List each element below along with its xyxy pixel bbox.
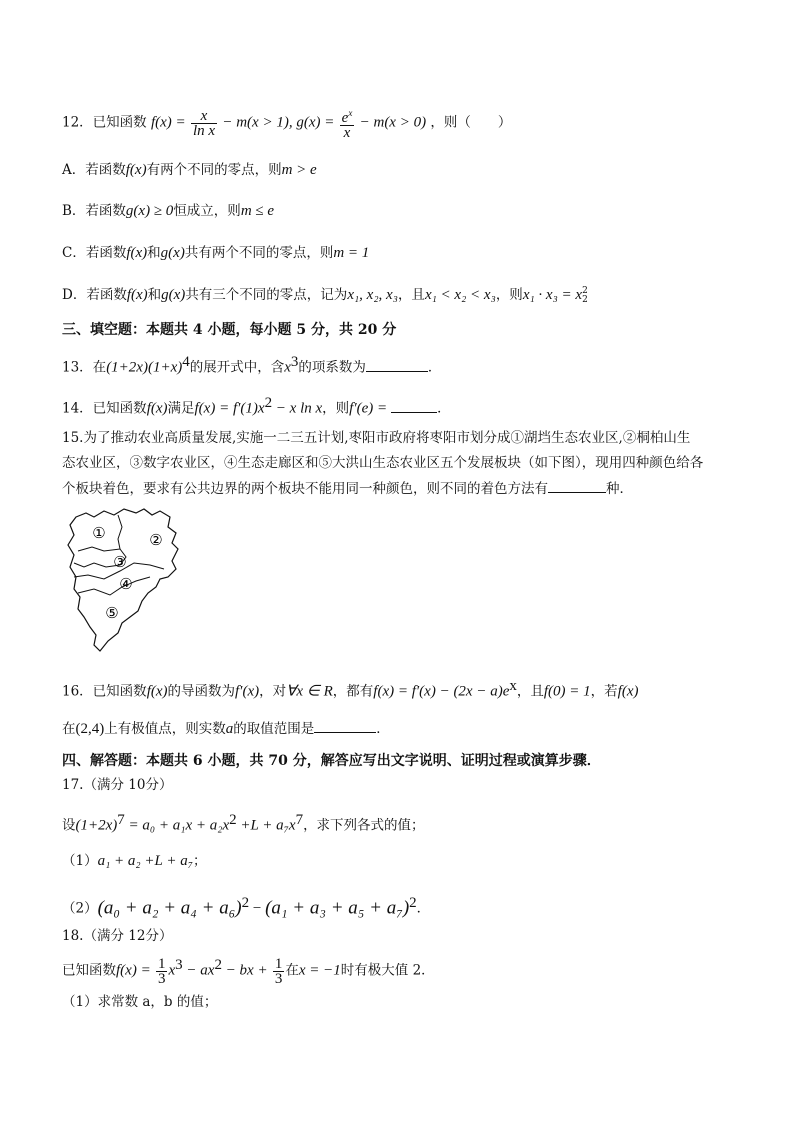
q12-opt-d-and: 和	[147, 287, 162, 303]
q14-answer-blank[interactable]	[391, 398, 437, 413]
q18-frac1-den: 3	[157, 970, 166, 987]
q16-math1: f(x)	[146, 683, 168, 700]
q17-p2-sup1: 2	[241, 895, 250, 911]
q12-option-c	[62, 243, 369, 263]
q12-opt-c-and: 和	[147, 245, 161, 261]
q17-part1	[62, 851, 206, 871]
q12-option-d	[62, 285, 588, 305]
q18-math3-sup: 2	[214, 957, 222, 973]
q17-p2-math1: (a₀ + a₂ + a₄ + a₆)	[97, 897, 242, 919]
q16-line2-end: ．	[376, 721, 390, 737]
q14-math2-sup: 2	[264, 395, 273, 411]
q12-g-denominator: x	[343, 125, 351, 141]
q12-opt-b-label: B．若函数	[62, 203, 126, 219]
q17-text2: ，求下列各式的值；	[303, 817, 425, 834]
q12-opt-d-math2: x₁ < x₂ < x₃	[424, 287, 496, 303]
q17-p2-sup2: 2	[409, 895, 417, 911]
q12-opt-c-mid: 共有两个不同的零点，则	[184, 245, 334, 261]
q14-end: ．	[437, 400, 451, 417]
q12-number: 12．已知函数	[62, 114, 147, 131]
q13-math1-sup: 4	[182, 354, 190, 370]
q17-math1b-sup: 2	[229, 812, 237, 828]
q17-p2-end: ．	[416, 900, 431, 917]
q18-frac2-num: 1	[274, 955, 283, 972]
q16-answer-blank[interactable]	[314, 718, 376, 733]
q12-opt-c-f: f(x)	[126, 245, 148, 261]
q16-line2-a: 在	[62, 721, 76, 737]
q18-head: 18.（满分 12分）	[62, 928, 173, 944]
q14-math1: f(x)	[146, 400, 168, 417]
q12-opt-c-g: g(x)	[160, 245, 185, 261]
q12-opt-b-mid: 恒成立，则	[173, 203, 241, 219]
q17-text1: 设	[62, 817, 76, 834]
q17-math1: (1+2x)	[75, 817, 118, 834]
q13-math1: (1+2x)(1+x)	[106, 359, 183, 376]
q13-text3: 的项系数为	[298, 359, 366, 376]
q12-opt-d-mid3: ，则	[495, 287, 523, 303]
map-label-2: ②	[149, 531, 163, 549]
q18-math2-sup: 3	[175, 957, 183, 973]
q12-opt-b-math1: g(x) ≥ 0	[125, 203, 174, 219]
map-label-3: ③	[113, 553, 127, 571]
q17-math1b: = a₀ + a₁x + a₂x	[124, 817, 230, 834]
q14-line	[62, 393, 451, 419]
q17-math1c-sup: 7	[295, 812, 304, 828]
q18-text1: 已知函数	[62, 962, 116, 979]
q15-answer-blank[interactable]	[548, 478, 606, 493]
q16-text2: 的导函数为	[167, 683, 236, 700]
q16-math3: ∀x ∈ R	[286, 683, 333, 700]
q16-line2-math2: a	[225, 721, 234, 737]
q16-line1	[62, 676, 638, 702]
q12-g-tail: − m(x > 0)	[359, 114, 427, 131]
q12-opt-d-math1: x₁, x₂, x₃	[347, 287, 398, 303]
q15-line3	[62, 478, 633, 499]
q14-text1: 14．已知函数	[62, 400, 147, 417]
q12-opt-d-label: D．若函数	[62, 287, 127, 303]
q12-f-tail: − m(x > 1), g(x) =	[222, 114, 335, 131]
q15-line3-text: 个板块着色，要求有公共边界的两个板块不能用同一种颜色，则不同的着色方法有	[62, 481, 548, 497]
q17-head: 17.（满分 10分）	[62, 777, 173, 793]
q12-opt-a-math: m > e	[281, 162, 317, 178]
q16-line2-b: 上有极值点，则实数	[104, 721, 226, 737]
q13-end: ．	[427, 359, 442, 376]
q18-math1: f(x) =	[116, 962, 151, 979]
q12-suffix: ，则（ ）	[430, 114, 512, 131]
q16-line2-c: 的取值范围是	[233, 721, 315, 737]
q13-math2-sup: 3	[290, 354, 299, 370]
q17-part2	[62, 893, 430, 919]
q12-f-numerator: x	[191, 109, 217, 124]
q13-answer-blank[interactable]	[366, 357, 428, 372]
q12-opt-d-f: f(x)	[126, 287, 148, 303]
q14-math2: f(x) = f′(1)x	[194, 400, 265, 417]
q12-opt-d-mid: 共有三个不同的零点，记为	[185, 287, 348, 303]
q15-line1: 15.为了推动农业高质量发展,实施一二三五计划,枣阳市政府将枣阳市划分成①湖垱生态农业区,②桐柏山生	[62, 430, 691, 446]
section-four-heading: 四、解答题：本题共 6 小题，共 70 分，解答应写出文字说明、证明过程或演算步骤．	[62, 753, 601, 769]
q18-math2: x	[168, 962, 176, 979]
q17-p2-minus: −	[249, 900, 266, 917]
q16-text3: ，对	[259, 683, 287, 700]
map-border-1-2	[118, 515, 122, 549]
q12-g-numerator	[340, 106, 355, 126]
q13-text1: 13．在	[62, 359, 107, 376]
q16-text1: 16．已知函数	[62, 683, 147, 700]
q13-line	[62, 352, 441, 378]
q18-text2: 在	[285, 962, 299, 979]
q12-f-def: f(x) =	[150, 114, 186, 131]
q18-stem	[62, 955, 435, 986]
map-label-4: ④	[119, 575, 133, 593]
q17-p1-label: （1）	[62, 853, 98, 869]
q12-opt-d-math3: x₁ · x₃ = x	[522, 287, 583, 303]
q16-math2: f′(x)	[235, 683, 260, 700]
map-border-5	[78, 577, 150, 595]
q12-g-base: e	[341, 110, 349, 126]
q12-opt-d-g: g(x)	[161, 287, 186, 303]
region-map	[64, 505, 196, 657]
q18-text3: 时有极大值 2．	[340, 962, 435, 979]
q12-g-fraction	[340, 106, 355, 140]
q14-math3: f′(e) =	[349, 400, 388, 417]
q12-opt-d-mid2: ，且	[397, 287, 425, 303]
q17-math1-sup: 7	[117, 812, 125, 828]
q18-frac1-num: 1	[157, 955, 166, 972]
q12-opt-d-sup: 2	[582, 285, 588, 296]
q16-math5: f(0) = 1	[543, 683, 591, 700]
q16-text4: ，都有	[332, 683, 374, 700]
q16-math6: f(x)	[617, 683, 639, 700]
q18-part1: （1）求常数 a，b 的值；	[62, 994, 218, 1010]
q17-p1-math: a₁ + a₂ +L + a₇	[97, 853, 193, 869]
map-label-1: ①	[92, 524, 106, 542]
q12-g-exp: x	[348, 108, 353, 118]
q12-opt-c-math: m = 1	[333, 245, 370, 261]
q13-text2: 的展开式中，含	[189, 359, 285, 376]
q16-text5: ，且	[516, 683, 544, 700]
q12-opt-a-mid: 有两个不同的零点，则	[146, 162, 282, 178]
q15-line2: 态农业区，③数字农业区，④生态走廊区和⑤大洪山生态农业区五个发展板块（如下图），现用四种颜色给各	[62, 455, 704, 471]
q17-stem	[62, 810, 425, 836]
q12-opt-c-label: C．若函数	[62, 245, 127, 261]
q16-math4: f(x) = f′(x) − (2x − a)e	[373, 683, 510, 700]
q18-frac2-den: 3	[274, 970, 283, 987]
q12-f-denominator: ln x	[192, 122, 216, 139]
q16-text6: ，若	[590, 683, 618, 700]
q12-opt-d-supsub	[582, 287, 588, 305]
q18-math4: − bx +	[221, 962, 268, 979]
q18-frac1	[156, 957, 168, 986]
q15-line3-end: 种．	[606, 481, 633, 497]
q12-stem	[62, 106, 511, 140]
q14-text2: 满足	[167, 400, 195, 417]
q16-line2	[62, 718, 390, 739]
q16-math4-sup: x	[509, 678, 517, 694]
q12-f-fraction	[191, 109, 217, 138]
q12-option-b	[62, 201, 274, 221]
q18-frac2	[273, 957, 285, 986]
section-three-heading: 三、填空题：本题共 4 小题，每小题 5 分，共 20 分	[62, 322, 397, 338]
q12-option-a	[62, 160, 317, 180]
q17-p2-label: （2）	[62, 900, 98, 917]
q18-math5: x = −1	[298, 962, 341, 979]
q14-math2b: − x ln x	[272, 400, 323, 417]
q14-text3: ，则	[322, 400, 350, 417]
q17-math1c: +L + a₇x	[236, 817, 296, 834]
q12-opt-a-label: A．若函数	[62, 162, 126, 178]
q17-p1-end: ；	[192, 853, 207, 869]
q12-opt-b-math2: m ≤ e	[240, 203, 275, 219]
q17-p2-math2: (a₁ + a₃ + a₅ + a₇)	[265, 897, 410, 919]
map-label-5: ⑤	[105, 604, 119, 622]
q13-math2: x	[284, 359, 291, 376]
q12-opt-a-f: f(x)	[125, 162, 147, 178]
q18-math3: − ax	[182, 962, 215, 979]
q12-opt-d-sub: 2	[582, 294, 588, 305]
q16-line2-math1: (2,4)	[75, 721, 105, 737]
